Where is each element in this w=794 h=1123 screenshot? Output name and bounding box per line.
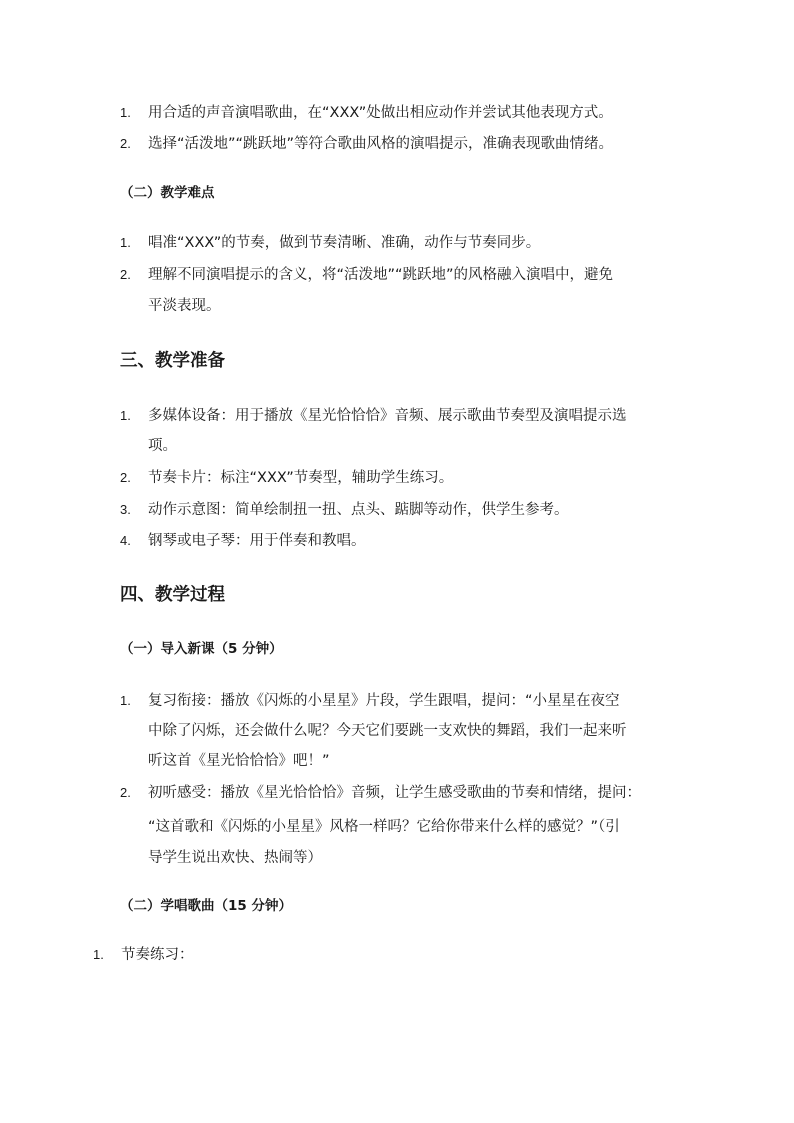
list-number: 4. bbox=[120, 533, 131, 548]
list-text: 平淡表现。 bbox=[148, 298, 221, 314]
list-text: 项。 bbox=[148, 438, 177, 454]
section-heading: 四、教学过程 bbox=[120, 585, 225, 605]
list-number: 2. bbox=[120, 136, 131, 151]
list-text: 钢琴或电子琴：用于伴奏和教唱。 bbox=[148, 533, 366, 549]
list-number: 1. bbox=[120, 105, 131, 120]
list-text: 复习衔接：播放《闪烁的小星星》片段，学生跟唱，提问：“小星星在夜空 bbox=[148, 693, 620, 709]
list-text: “这首歌和《闪烁的小星星》风格一样吗？它给你带来什么样的感觉？”（引 bbox=[148, 819, 620, 835]
list-text: 多媒体设备：用于播放《星光恰恰恰》音频、展示歌曲节奏型及演唱提示选 bbox=[148, 408, 627, 424]
list-number: 1. bbox=[120, 408, 131, 423]
list-text: 导学生说出欢快、热闹等） bbox=[148, 850, 322, 866]
list-text: 中除了闪烁，还会做什么呢？今天它们要跳一支欢快的舞蹈，我们一起来听 bbox=[148, 723, 627, 739]
list-text: 选择“活泼地”“跳跃地”等符合歌曲风格的演唱提示，准确表现歌曲情绪。 bbox=[148, 136, 614, 152]
list-text: 节奏卡片：标注“XXX”节奏型，辅助学生练习。 bbox=[148, 470, 454, 486]
subsection-heading: （一）导入新课（5 分钟） bbox=[120, 641, 283, 657]
list-text: 初听感受：播放《星光恰恰恰》音频，让学生感受歌曲的节奏和情绪，提问： bbox=[148, 785, 641, 801]
section-heading: 三、教学准备 bbox=[120, 351, 225, 371]
list-text: 理解不同演唱提示的含义，将“活泼地”“跳跃地”的风格融入演唱中，避免 bbox=[148, 267, 614, 283]
list-number: 1. bbox=[120, 693, 131, 708]
list-text: 听这首《星光恰恰恰》吧！” bbox=[148, 753, 330, 769]
list-text: 唱准“XXX”的节奏，做到节奏清晰、准确，动作与节奏同步。 bbox=[148, 235, 541, 251]
list-number: 2. bbox=[120, 785, 131, 800]
list-number: 3. bbox=[120, 502, 131, 517]
list-text: 用合适的声音演唱歌曲，在“XXX”处做出相应动作并尝试其他表现方式。 bbox=[148, 105, 613, 121]
list-number: 1. bbox=[120, 235, 131, 250]
subsection-heading: （二）学唱歌曲（15 分钟） bbox=[120, 898, 292, 914]
list-text: 动作示意图：简单绘制扭一扭、点头、踮脚等动作，供学生参考。 bbox=[148, 502, 569, 518]
subsection-heading: （二）教学难点 bbox=[120, 185, 215, 201]
list-text: 节奏练习： bbox=[121, 947, 194, 963]
list-number: 2. bbox=[120, 470, 131, 485]
list-number: 1. bbox=[93, 947, 104, 962]
list-number: 2. bbox=[120, 267, 131, 282]
